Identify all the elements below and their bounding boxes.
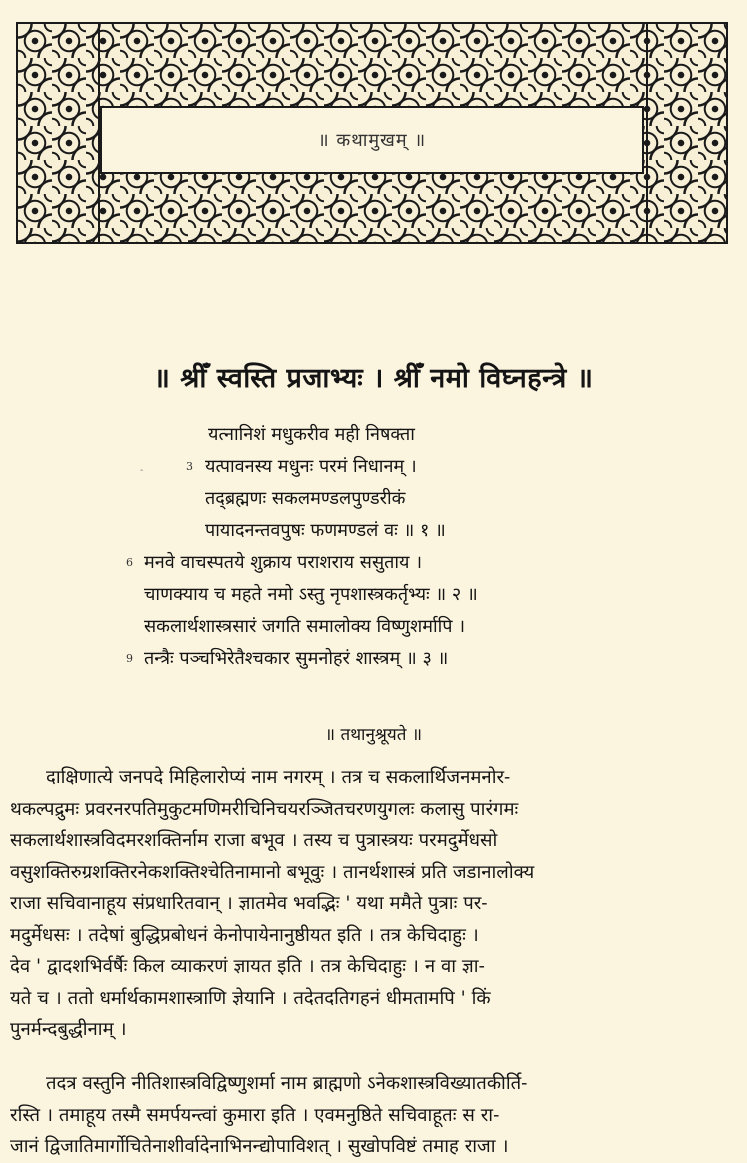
verse-line: चाणक्याय च महते नमो ऽस्तु नृपशास्त्रकर्तृभ्यः ॥ २ ॥ [144,584,478,605]
section-heading: ॥ तथानुश्रूयते ॥ [324,725,423,745]
header-caption: ॥ कथामुखम् ॥ [317,130,427,151]
ornamental-header-band [16,22,728,244]
margin-mark: - [140,465,144,476]
prose-line: मदुर्मेधसः । तदेषां बुद्धिप्रबोधनं केनोपायेनानुष्ठीयत इति । तत्र केचिदाहुः । [10,924,479,946]
prose-line: थकल्पद्रुमः प्रवरनरपतिमुकुटमणिमरीचिनिचयरञ्जितचरणयुगलः कलासु पारंगमः [10,798,519,820]
invocation-line: ॥ श्रीँ स्वस्ति प्रजाभ्यः । श्रीँ नमो विघ्नहन्त्रे ॥ [153,363,594,394]
verse-line-number: 9 [126,652,133,665]
prose-line: देव ' द्वादशभिर्वर्षैः किल व्याकरणं ज्ञायत इति । तत्र केचिदाहुः । न वा ज्ञा- [10,956,485,977]
prose-paragraph-2 [10,1068,737,1163]
prose-line: जानं द्विजातिमार्गोचितेनाशीर्वादेनाभिनन्द्योपाविशत् । सुखोपविष्टं तमाह राजा । [10,1136,509,1157]
verse-line: तद्ब्रह्मणः सकलमण्डलपुण्डरीकं [205,488,406,509]
verse-line: सकलार्थशास्त्रसारं जगति समालोक्य विष्णुशर्मापि । [144,616,466,637]
verse-line: पायादनन्तवपुषः फणमण्डलं वः ॥ १ ॥ [205,520,446,541]
ornament-divider-right [646,24,648,242]
prose-line: रस्ति । तमाहूय तस्मै समर्पयन्त्वां कुमारा इति । एवमनुष्ठिते सचिवाहूतः स रा- [10,1104,500,1126]
prose-line: यते च । ततो धर्मार्थकामशास्त्राणि ज्ञेयानि । तदेतदतिगहनं धीमतामपि ' किं [10,987,491,1009]
verse-line: मनवे वाचस्पतये शुक्राय पराशराय ससुताय । [144,552,423,573]
prose-line: दाक्षिणात्ये जनपदे मिहिलारोप्यं नाम नगरम् । तत्र च सकलार्थिजनमनोर- [46,767,511,788]
verse-line-number: 3 [186,460,193,473]
header-caption-panel [100,106,644,174]
prose-line: वसुशक्तिरुग्रशक्तिरनेकशक्तिश्चेतिनामानो बभूवुः । तानर्थशास्त्रं प्रति जडानालोक्य [10,861,535,883]
verse-line: यत्पावनस्य मधुनः परमं निधानम् । [205,456,417,477]
verse-line: यत्नानिशं मधुकरीव मही निषक्ता [208,424,415,445]
prose-line: सकलार्थशास्त्रविदमरशक्तिर्नाम राजा बभूव । तस्य च पुत्रास्त्रयः परमदुर्मेधसो [10,830,498,851]
prose-line: राजा सचिवानाहूय संप्रधारितवान् । ज्ञातमेव भवद्भिः ' यथा ममैते पुत्राः पर- [10,893,488,914]
prose-line: पुनर्मन्दबुद्धीनाम् । [10,1019,127,1040]
prose-paragraph-1 [10,762,737,1046]
verse-line-number: 6 [126,556,133,569]
verse-line: तन्त्रैः पञ्चभिरेतैश्चकार सुमनोहरं शास्त्रम् ॥ ३ ॥ [144,648,449,669]
prose-line: तदत्र वस्तुनि नीतिशास्त्रविद्विष्णुशर्मा नाम ब्राह्मणो ऽनेकशास्त्रविख्यातकीर्ति- [46,1073,528,1094]
